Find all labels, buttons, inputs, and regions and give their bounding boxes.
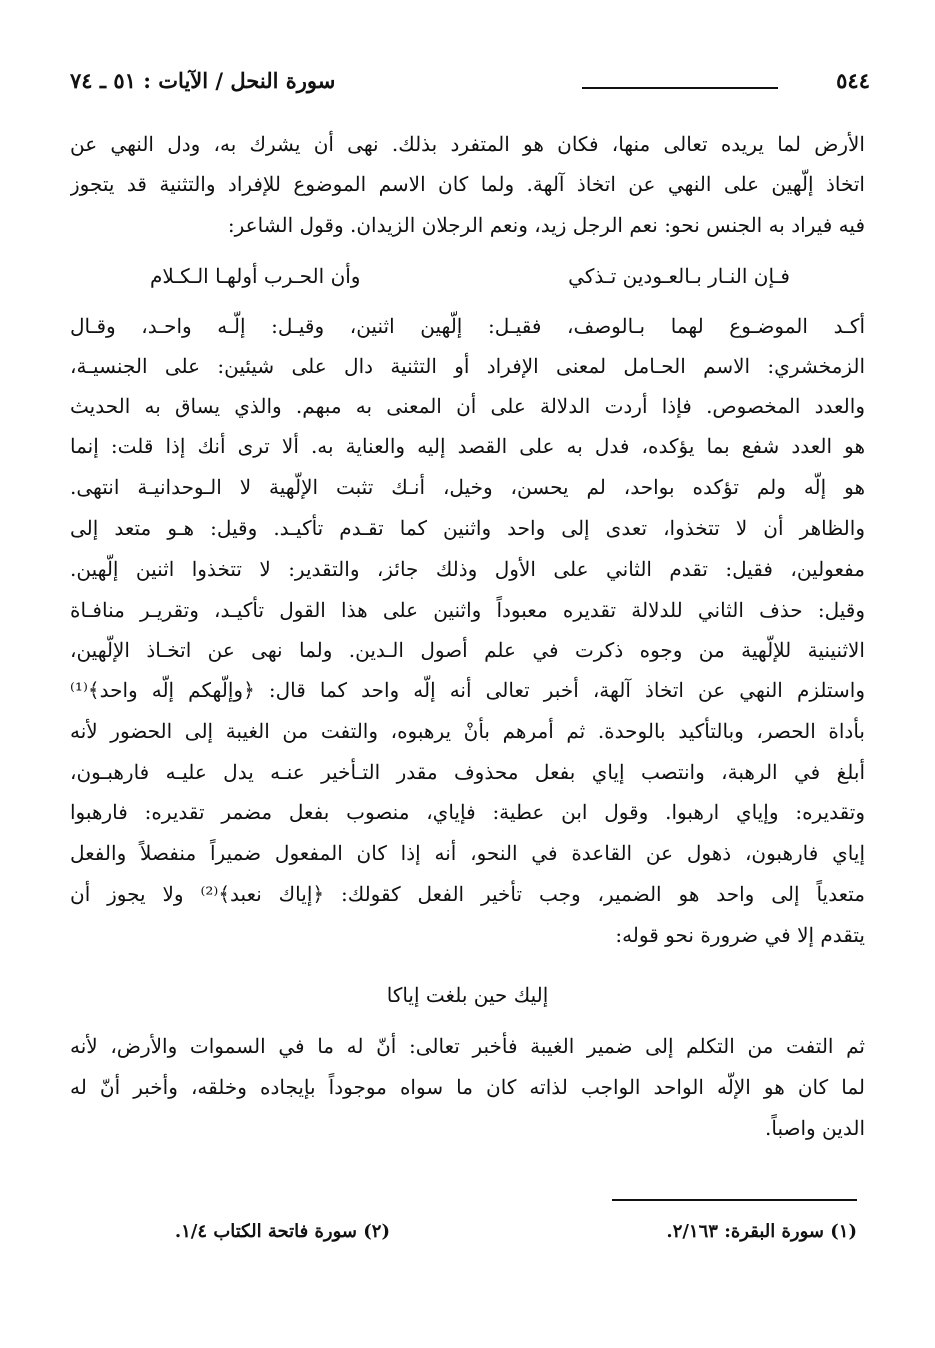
text-line: بأداة الحصر، وبالتأكيد بالوحدة. ثم أمرهم بأنْ يرهبوه، والتفت من الغيبة إلى الحضور لأنه (70, 719, 865, 743)
text-line: الأرض لما يريده تعالى منها، فكان هو المتفرد بذلك. نهى أن يشرك به، ودل النهي عن (70, 132, 865, 156)
text-line: يتقدم إلا في ضرورة نحو قوله: (615, 923, 865, 947)
text-line: هو إلّه ولم تؤكده بواحد، لم يحسن، وخيل، أنـك تثبت الإلّهية لا الـوحدانيـة انتهى. (70, 475, 865, 499)
footnote-2: (٢) سورة فاتحة الكتاب ١/٤. (174, 1221, 390, 1242)
text-line: اتخاذ إلّهين على النهي عن اتخاذ آلهة. ولما كان الاسم الموضوع للإفراد والتثنية قد يتجوز (70, 172, 865, 196)
header-rule (582, 87, 778, 89)
text-line: أكـد الموضـوع لهما بـالوصف، فقيـل: إلّهين اثنين، وقيـل: إلّـه واحـد، وقـال (70, 314, 865, 338)
text-line: فيه فيراد به الجنس نحو: نعم الرجل زيد، ونعم الرجلان الزيدان. وقول الشاعر: (227, 213, 865, 237)
text-line: الزمخشري: الاسم الحـامل لمعنى الإفراد أو التثنية دال على شيئين: على الجنسيـة، (70, 354, 865, 378)
verse-second-hemistich: وأن الحـرب أولهـا الـكـلام (150, 264, 361, 288)
running-title: سورة النحل / الآيات : ٥١ ـ ٧٤ (70, 68, 336, 93)
footnote-1: (١) سورة البقرة: ٢/١٦٣. (666, 1221, 857, 1242)
poetry-verse (150, 259, 790, 293)
text-line: وتقديره: وإياي ارهبوا. وقول ابن عطية: فإياي، منصوب بفعل مضمر تقديره: فارهبوا (70, 800, 865, 824)
text-line: متعدياً إلى واحد هو الضمير، وجب تأخير الفعل كقولك: ﴿إياك نعبد﴾⁽²⁾ ولا يجوز أن (70, 882, 865, 906)
footnote-rule (612, 1199, 857, 1201)
text-line: هو العدد شفع بما يؤكده، فدل به على القصد إليه والعناية به. ألا ترى أنك إذا قلت: إنما (70, 434, 865, 458)
text-line: إياي فارهبون، ذهول عن القاعدة في النحو، أنه إذا كان المفعول ضميراً منفصلاً والفعل (70, 841, 865, 865)
text-line: ثم التفت من التكلم إلى ضمير الغيبة فأخبر تعالى: أنّ له ما في السموات والأرض، لأنه (70, 1034, 865, 1058)
running-header (70, 66, 870, 106)
text-line: واستلزم النهي عن اتخاذ آلهة، أخبر تعالى أنه إلّه واحد كما قال: ﴿وإلّهكم إلّه واحد﴾⁽¹⁾ (70, 678, 865, 702)
text-line: أبلغ في الرهبة، وانتصب إياي بفعل محذوف مقدر التـأخير عنـه يدل عليـه فارهبـون، (70, 760, 865, 784)
text-line: والعدد المخصوص. فإذا أردت الدلالة على أن المعنى به مبهم. والذي يساق به الحديث (70, 394, 865, 418)
text-line: لما كان هو الإلّه الواحد الواجب لذاته كان ما سواه موجوداً بإيجاده وخلقه، وأخبر أنّ له (70, 1075, 865, 1099)
text-line: مفعولين، فقيل: تقدم الثاني على الأول وذلك جائز، والتقدير: لا تتخذوا اثنين إلّهين. (70, 557, 865, 581)
text-line: والظاهر أن لا تتخذوا، تعدى إلى واحد واثنين كما تقـدم تأكيـد. وقيل: هـو متعد إلى (70, 516, 865, 540)
poetry-verse: إليك حين بلغت إياكا (386, 983, 549, 1007)
text-line: وقيل: حذف الثاني للدلالة تقديره معبوداً واثنين على هذا القول تأكيـد، وتقريـر منافـاة (70, 598, 865, 622)
text-line: الاثنينية للإلّهية من وجوه ذكرت في علم أصول الـدين. ولما نهى عن اتخـاذ الإلّهين، (70, 638, 865, 662)
text-line: الدين واصباً. (765, 1116, 865, 1140)
page-number: ٥٤٤ (836, 68, 870, 93)
verse-first-hemistich: فـإن النـار بـالعـودين تـذكي (568, 264, 790, 288)
